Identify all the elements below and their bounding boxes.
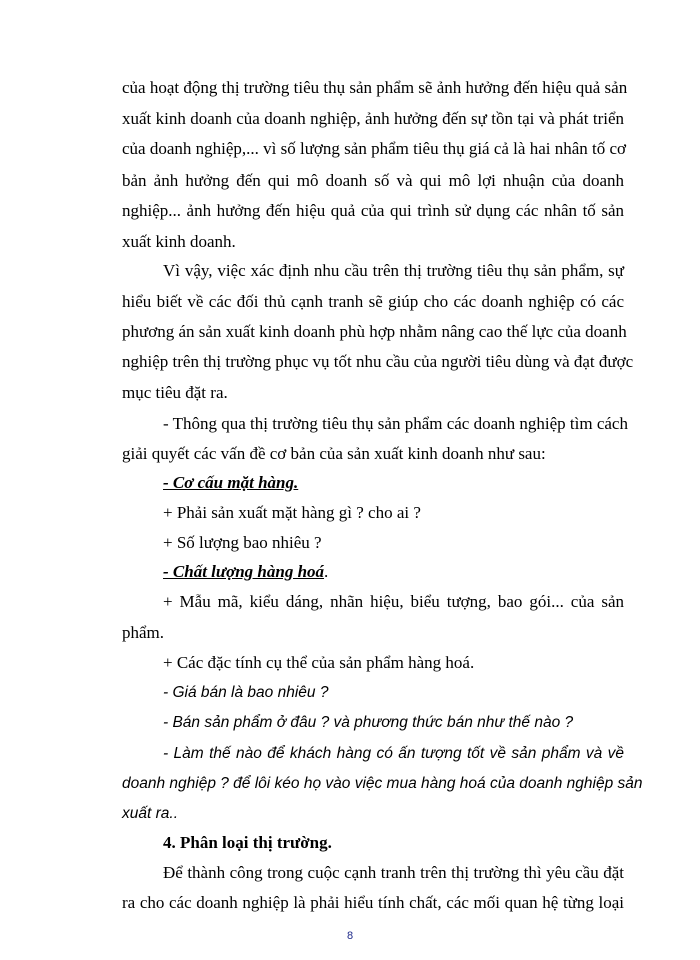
paragraph-line: Vì vậy, việc xác định nhu cầu trên thị trường tiêu thụ sản phẩm, sự <box>163 261 624 281</box>
italic-question: - Giá bán là bao nhiêu ? <box>163 684 329 702</box>
italic-question-continuation: doanh nghiệp ? để lôi kéo họ vào việc mua hàng hoá của doanh nghiệp sản <box>122 774 643 792</box>
paragraph-line: nghiệp... ảnh hưởng đến hiệu quả của qui trình sử dụng các nhân tố sản <box>122 200 624 220</box>
paragraph-line: mục tiêu đặt ra. <box>122 383 228 403</box>
paragraph-line: hiểu biết về các đối thủ cạnh tranh sẽ giúp cho các doanh nghiệp có các <box>122 291 624 311</box>
paragraph-line: - Thông qua thị trường tiêu thụ sản phẩm các doanh nghiệp tìm cách <box>163 413 628 433</box>
heading-chat-luong-hang-hoa <box>163 562 624 582</box>
paragraph-line: giải quyết các vấn đề cơ bản của sản xuất kinh doanh như sau: <box>122 443 546 463</box>
page-number: 8 <box>346 930 354 942</box>
paragraph-line: phương án sản xuất kinh doanh phù hợp nhằm nâng cao thế lực của doanh <box>122 321 627 341</box>
section-heading-4: 4. Phân loại thị trường. <box>163 833 332 853</box>
heading-chat-luong-dot: . <box>324 562 329 581</box>
paragraph-line: bản ảnh hưởng đến qui mô doanh số và qui mô lợi nhuận của doanh <box>122 170 624 190</box>
paragraph-line: ra cho các doanh nghiệp là phải hiểu tính chất, các mối quan hệ từng loại <box>122 893 624 912</box>
list-item: + Số lượng bao nhiêu ? <box>163 532 322 552</box>
list-item: + Các đặc tính cụ thể của sản phẩm hàng hoá. <box>163 652 475 672</box>
paragraph-line: xuất kinh doanh. <box>122 232 236 251</box>
list-item: + Mẫu mã, kiểu dáng, nhãn hiệu, biểu tượng, bao gói... của sản <box>163 592 624 612</box>
paragraph-line: của hoạt động thị trường tiêu thụ sản phẩm sẽ ảnh hưởng đến hiệu quả sản <box>122 78 628 97</box>
heading-co-cau-mat-hang: - Cơ cấu mặt hàng. <box>163 473 299 493</box>
paragraph-line: của doanh nghiệp,... vì số lượng sản phẩm tiêu thụ giá cả là hai nhân tố cơ <box>122 139 627 159</box>
italic-question: - Làm thế nào để khách hàng có ấn tượng tốt về sản phẩm và về <box>163 744 624 762</box>
list-item-continuation: phẩm. <box>122 622 165 642</box>
paragraph-line: Để thành công trong cuộc cạnh tranh trên thị trường thì yêu cầu đặt <box>163 862 624 882</box>
italic-question-continuation: xuất ra.. <box>122 805 178 823</box>
list-item: + Phải sản xuất mặt hàng gì ? cho ai ? <box>163 503 421 523</box>
paragraph-line: nghiệp trên thị trường phục vụ tốt nhu cầu của người tiêu dùng và đạt được <box>122 352 634 372</box>
italic-question: - Bán sản phẩm ở đâu ? và phương thức bán như thế nào ? <box>163 714 574 732</box>
paragraph-line: xuất kinh doanh của doanh nghiệp, ảnh hưởng đến sự tồn tại và phát triển <box>122 109 624 129</box>
heading-chat-luong-text: - Chất lượng hàng hoá <box>163 562 325 581</box>
